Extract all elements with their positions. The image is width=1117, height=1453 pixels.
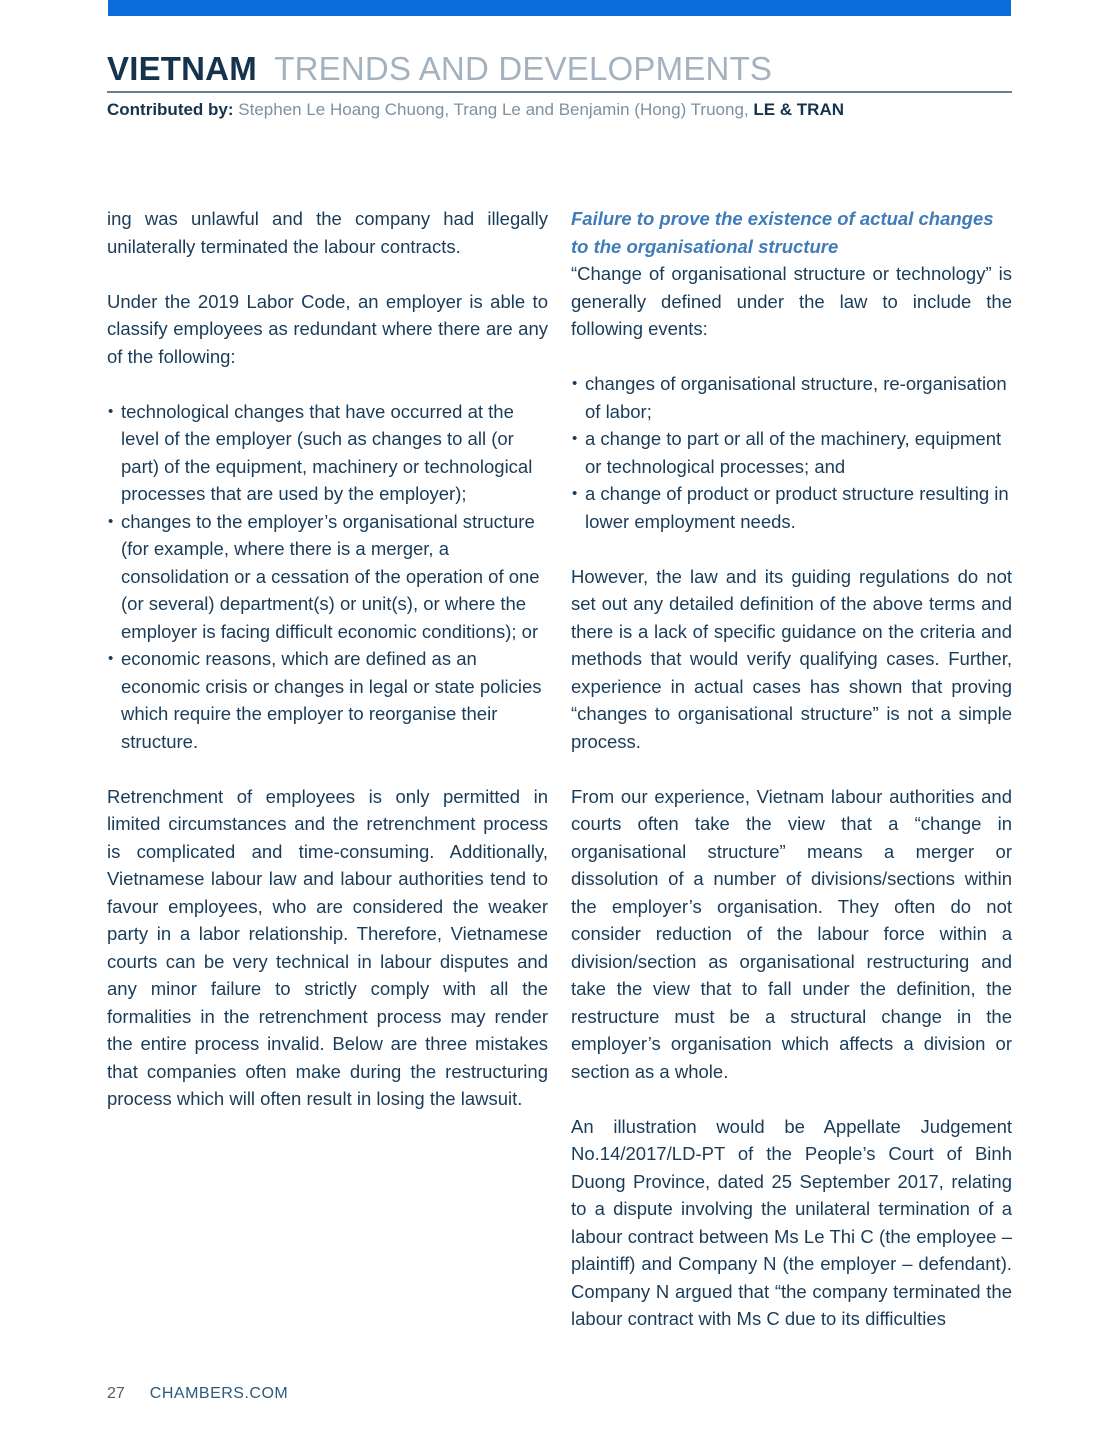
subsection-heading: Failure to prove the existence of actual changes to the organisational structure <box>571 208 994 257</box>
page-title <box>107 50 1012 88</box>
page-header <box>107 50 1012 119</box>
paragraph-labor-code: Under the 2019 Labor Code, an employer is able to classify employees as redundant where there are any of the following: <box>107 290 548 367</box>
paragraph-continuation: ing was unlawful and the company had illegally unilaterally terminated the labour contracts. <box>107 208 548 257</box>
paragraph-law-gaps: However, the law and its guiding regulations do not set out any detailed definition of the above terms and there is a lack of specific guidance on the criteria and methods that would verify qualifying cases. Further, experience in actual cases has shown that proving “changes to organisational structure” is not a simple process. <box>571 565 1012 752</box>
paragraph-illustration: An illustration would be Appellate Judgement No.14/2017/LD-PT of the People’s Court of Binh Duong Province, dated 25 September 2017, relating to a dispute involving the unilateral termination of a labour contract between Ms Le Thi C (the employee – plaintiff) and Company N (the employer – defendant). Company N argued that “the company terminated the labour contract with Ms C due to its difficulties <box>571 1115 1012 1329</box>
right-column <box>571 205 1012 1333</box>
paragraph-definition: “Change of organisational structure or technology” is generally defined under the law to include the following events: <box>571 263 1012 339</box>
page-footer <box>107 1384 288 1404</box>
list-item: • a change to part or all of the machinery, equipment or technological processes; and <box>571 425 1012 480</box>
list-item: • technological changes that have occurred at the level of the employer (such as changes to all (or part) of the equipment, machinery or technological processes that are used by the employer); <box>107 398 548 508</box>
list-item: • changes of organisational structure, re-organisation of labor; <box>571 370 1012 425</box>
firm-name: LE & TRAN <box>753 100 845 119</box>
site-label: CHAMBERS.COM <box>149 1385 289 1402</box>
page-number: 27 <box>107 1385 125 1402</box>
paragraph-retrenchment: Retrenchment of employees is only permitted in limited circumstances and the retrenchment process is complicated and time-consuming. Additionally, Vietnamese labour law and labour authorities tend to favour employees, who are considered the weaker party in a labor relationship. Therefore, Vietnamese courts can be very technical in labour disputes and any minor failure to strictly comply with all the formalities in the retrenchment process may render the entire process invalid. Below are three mistakes that companies often make during the restructuring process which will often result in losing the lawsuit. <box>107 785 548 1109</box>
header-divider <box>107 91 1012 93</box>
country-title: VIETNAM <box>107 50 257 87</box>
redundancy-grounds-list <box>107 398 548 756</box>
two-column-body <box>107 205 1012 1333</box>
section-title: TRENDS AND DEVELOPMENTS <box>274 50 773 87</box>
list-item: • a change of product or product structure resulting in lower employment needs. <box>571 480 1012 535</box>
contributor-names: Stephen Le Hoang Chuong, Trang Le and Benjamin (Hong) Truong, <box>233 100 754 119</box>
contributed-label: Contributed by: <box>107 100 234 119</box>
contributed-line <box>107 100 1012 119</box>
list-item: • changes to the employer’s organisational structure (for example, where there is a merger, a consolidation or a cessation of the operation of one (or several) department(s) or unit(s), or where the employer is facing difficult economic conditions); or <box>107 508 548 646</box>
paragraph-authorities-view: From our experience, Vietnam labour authorities and courts often take the view that a “change in organisational structure” means a merger or dissolution of a number of divisions/sections within the employer’s organisation. They often do not consider reduction of the labour force within a division/section as organisational restructuring and take the view that to fall under the definition, the restructure must be a structural change in the employer’s organisation which affects a division or section as a whole. <box>571 785 1012 1082</box>
top-accent-bar <box>108 0 1011 16</box>
change-events-list <box>571 370 1012 535</box>
list-item: • economic reasons, which are defined as an economic crisis or changes in legal or state policies which require the employer to reorganise their structure. <box>107 645 548 755</box>
left-column <box>107 205 548 1333</box>
